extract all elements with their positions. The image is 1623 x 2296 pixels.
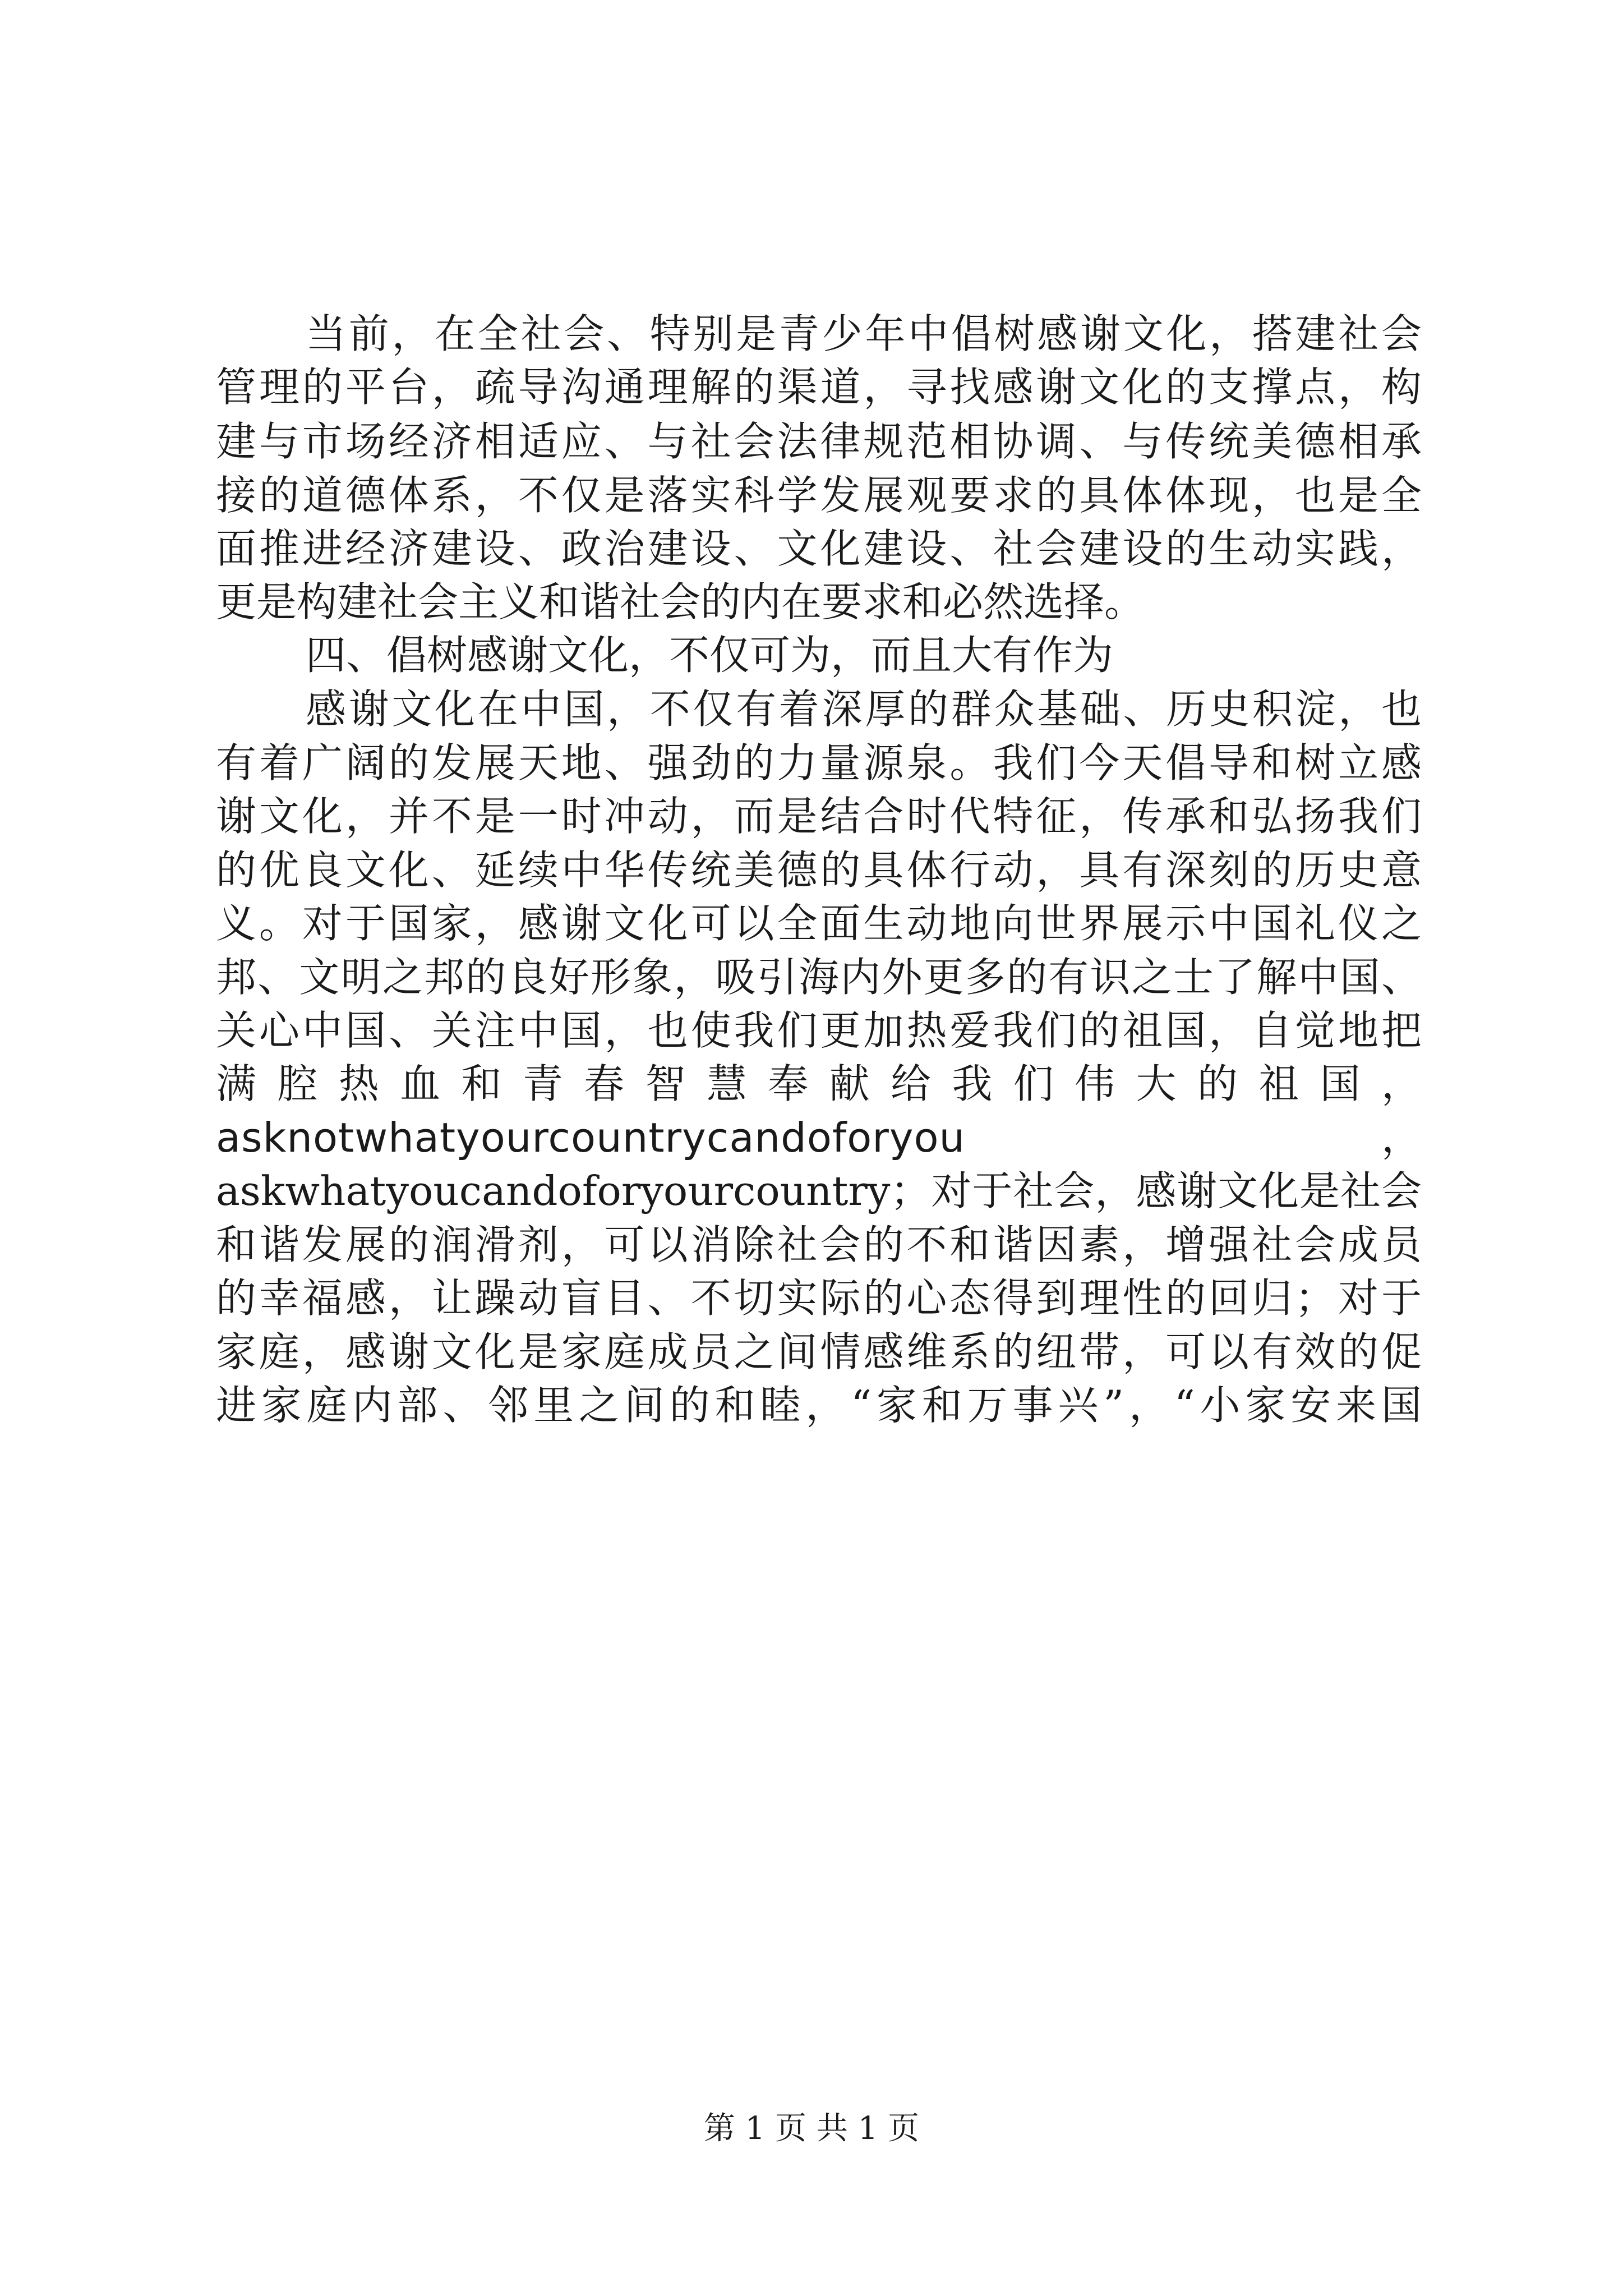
paragraph-line: 和谐发展的润滑剂，可以消除社会的不和谐因素，增强社会成员 bbox=[216, 1221, 1422, 1268]
paragraph-line: 面推进经济建设、政治建设、文化建设、社会建设的生动实践， bbox=[216, 525, 1422, 572]
paragraph-line: 当前，在全社会、特别是青少年中倡树感谢文化，搭建社会 bbox=[306, 310, 1422, 357]
paragraph-line: 的优良文化、延续中华传统美德的具体行动，具有深刻的历史意 bbox=[216, 846, 1422, 894]
english-quote-text: asknotwhatyourcountrycandoforyou bbox=[216, 1114, 966, 1161]
paragraph-line: 邦、文明之邦的良好形象，吸引海内外更多的有识之士了解中国、 bbox=[216, 954, 1422, 1001]
section-heading: 四、倡树感谢文化，不仅可为，而且大有作为 bbox=[306, 632, 1114, 679]
page-footer: 第 1 页 共 1 页 bbox=[703, 2110, 920, 2147]
paragraph-line: 管理的平台，疏导沟通理解的渠道，寻找感谢文化的支撑点，构 bbox=[216, 364, 1422, 411]
paragraph-line: 谢文化，并不是一时冲动，而是结合时代特征，传承和弘扬我们 bbox=[216, 793, 1422, 840]
paragraph-line: 家庭，感谢文化是家庭成员之间情感维系的纽带，可以有效的促 bbox=[216, 1328, 1422, 1375]
paragraph-line: 满腔热血和青春智慧奉献给我们伟大的祖国， bbox=[216, 1060, 1422, 1107]
paragraph-line: 关心中国、关注中国，也使我们更加热爱我们的祖国，自觉地把 bbox=[216, 1007, 1422, 1054]
paragraph-line: 有着广阔的发展天地、强劲的力量源泉。我们今天倡导和树立感 bbox=[216, 739, 1422, 786]
english-line-comma: ， bbox=[1381, 1114, 1422, 1161]
paragraph-line: 的幸福感，让躁动盲目、不切实际的心态得到理性的回归；对于 bbox=[216, 1274, 1422, 1322]
paragraph-line: 建与市场经济相适应、与社会法律规范相协调、与传统美德相承 bbox=[216, 418, 1422, 465]
paragraph-line: askwhatyoucandoforyourcountry；对于社会，感谢文化是社会 bbox=[216, 1167, 1422, 1214]
paragraph-line: 义。对于国家，感谢文化可以全面生动地向世界展示中国礼仪之 bbox=[216, 900, 1422, 947]
paragraph-line: 感谢文化在中国，不仅有着深厚的群众基础、历史积淀，也 bbox=[306, 685, 1422, 733]
english-line bbox=[216, 1110, 1422, 1166]
paragraph-line: 进家庭内部、邻里之间的和睦，“家和万事兴”，“小家安来国 bbox=[216, 1382, 1422, 1429]
paragraph-line: 接的道德体系，不仅是落实科学发展观要求的具体体现，也是全 bbox=[216, 472, 1422, 519]
paragraph-line: 更是构建社会主义和谐社会的内在要求和必然选择。 bbox=[216, 578, 1145, 625]
